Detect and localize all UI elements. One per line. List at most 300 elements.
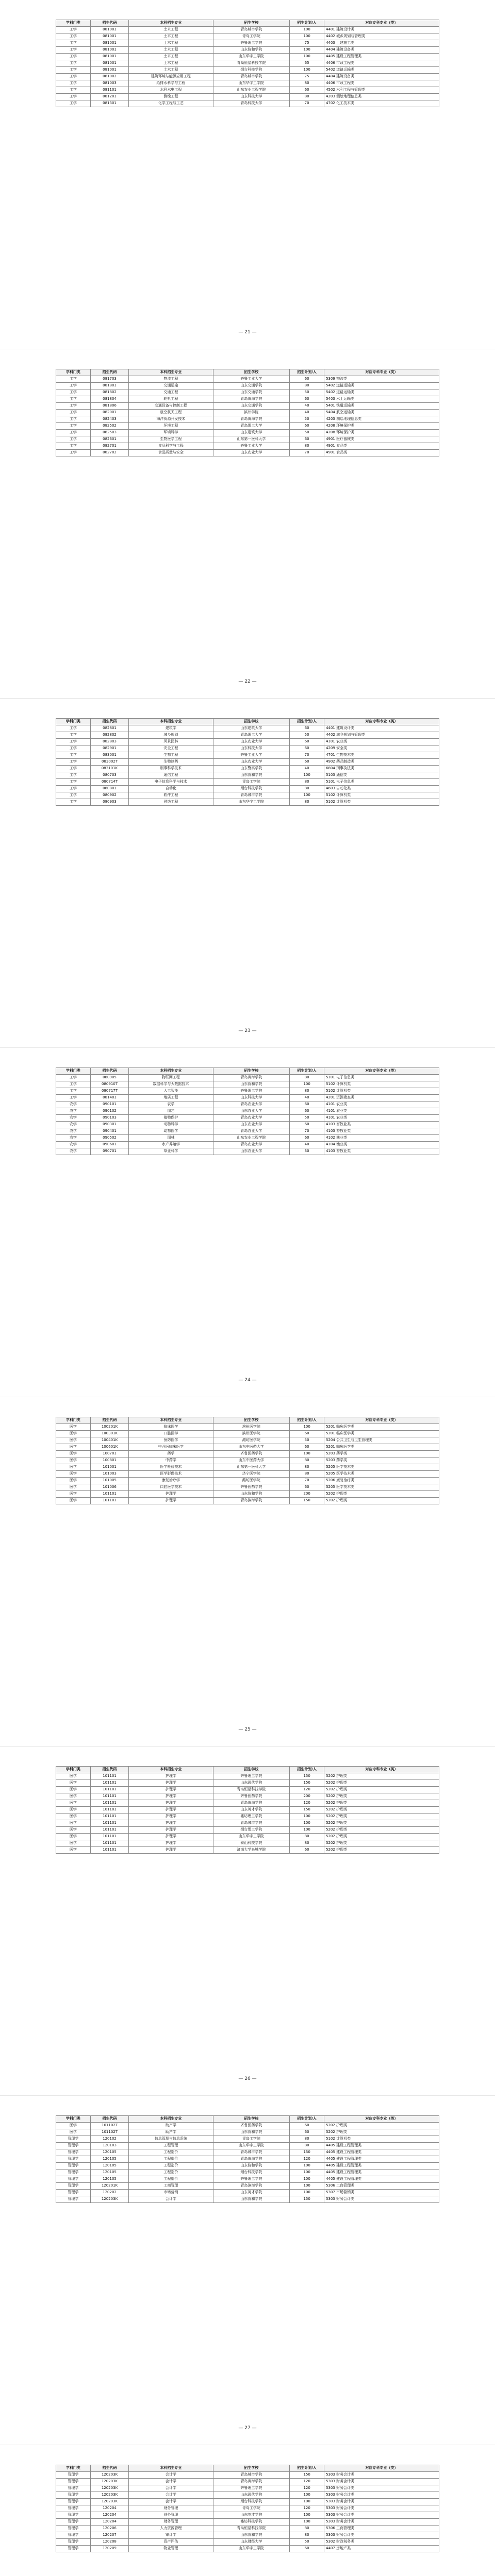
category-cell: 工学 [56,725,91,732]
table-row [56,1135,439,1142]
major-cell: 刑事科学技术 [129,766,213,772]
code-cell: 100301K [90,1431,128,1437]
major-cell: 土木工程 [129,47,213,54]
column-header: 学科门类 [56,1068,91,1075]
code-cell: 083001 [90,752,128,759]
table-row [56,1088,439,1095]
diploma-major-cell: 4406 市政工程类 [324,80,439,87]
quota-cell: 80 [290,779,324,786]
quota-cell: 80 [290,786,324,792]
category-cell: 工学 [56,759,91,766]
quota-cell: 75 [290,40,324,47]
school-cell: 齐鲁医药学院 [213,1793,290,1800]
category-cell: 管理学 [56,2492,91,2499]
diploma-major-cell: 4104 渔业类 [324,1142,439,1148]
code-cell: 101101 [90,1491,128,1498]
school-cell: 青岛工学院 [213,33,290,40]
school-cell: 齐鲁理工学院 [213,1773,290,1780]
diploma-major-cell: 4101 农业类 [324,1115,439,1122]
quota-cell: 100 [290,54,324,60]
major-cell: 地质工程 [129,1095,213,1101]
school-cell: 齐鲁理工学院 [213,2485,290,2492]
category-cell: 工学 [56,33,91,40]
category-cell: 工学 [56,27,91,33]
major-cell: 工程造价 [129,2156,213,2163]
diploma-major-cell: 4502 水利工程与管理类 [324,87,439,94]
category-cell: 工学 [56,1075,91,1081]
table-row [56,1814,439,1820]
code-cell: 081201 [90,94,128,100]
table-header-row [56,2465,439,2472]
table-row [56,2492,439,2499]
table-row [56,1787,439,1793]
column-header: 招生学校 [213,1767,290,1773]
category-cell: 农学 [56,1122,91,1128]
admissions-table [56,1417,439,1504]
category-cell: 工学 [56,436,91,443]
code-cell: 120203K [90,2485,128,2492]
major-cell: 海洋资源开发技术 [129,416,213,423]
category-cell: 工学 [56,786,91,792]
school-cell: 山东农业工程学院 [213,1135,290,1142]
column-header: 招生计划/人 [290,20,324,27]
table-row [56,1847,439,1854]
school-cell: 齐鲁理工学院 [213,1088,290,1095]
quota-cell: 150 [290,2149,324,2156]
table-row [56,2123,439,2129]
category-cell: 管理学 [56,2485,91,2492]
quota-cell: 50 [290,416,324,423]
major-cell: 助产学 [129,2129,213,2136]
category-cell: 医学 [56,1840,91,1847]
diploma-major-cell: 5303 财务会计类 [324,2499,439,2505]
code-cell: 120103 [90,2143,128,2149]
code-cell: 083101K [90,766,128,772]
diploma-major-cell: 5203 药学类 [324,1451,439,1458]
code-cell: 081801 [90,383,128,389]
table-row [56,396,439,403]
code-cell: 120203K [90,2499,128,2505]
school-cell: 山东农业大学 [213,1108,290,1115]
code-cell: 101101 [90,1498,128,1504]
diploma-major-cell: 5201 临床医学类 [324,1444,439,1451]
quota-cell: 100 [290,1827,324,1834]
page-sheet [0,2445,495,2576]
table-header-row [56,719,439,725]
code-cell: 101102T [90,2123,128,2129]
major-cell: 自动化 [129,786,213,792]
school-cell: 青岛城市学院 [213,2472,290,2479]
quota-cell: 40 [290,410,324,416]
school-cell: 青岛工学院 [213,779,290,786]
quota-cell: 100 [290,67,324,74]
table-row [56,732,439,739]
code-cell: 080714T [90,779,128,786]
category-cell: 工学 [56,416,91,423]
category-cell: 管理学 [56,2512,91,2519]
school-cell: 山东中医药大学 [213,1458,290,1464]
diploma-major-cell: 5202 护理类 [324,1800,439,1807]
table-row [56,100,439,107]
major-cell: 工程造价 [129,2149,213,2156]
diploma-major-cell: 5307 市场营销类 [324,2190,439,2196]
diploma-major-cell: 4901 食品类 [324,443,439,450]
quota-cell: 150 [290,2196,324,2203]
code-cell: 082502 [90,423,128,430]
code-cell: 101101 [90,1834,128,1840]
major-cell: 食品科学与工程 [129,443,213,450]
category-cell: 医学 [56,1478,91,1484]
table-row [56,450,439,456]
quota-cell: 60 [290,1847,324,1854]
diploma-major-cell: 4103 畜牧业类 [324,1148,439,1155]
table-row [56,1451,439,1458]
diploma-major-cell: 5303 财务会计类 [324,2479,439,2485]
column-header: 学科门类 [56,1767,91,1773]
diploma-major-cell: 5202 护理类 [324,1834,439,1840]
quota-cell: 80 [290,443,324,450]
table-header-row [56,2116,439,2123]
major-cell: 农学 [129,1101,213,1108]
diploma-major-cell: 4208 环境保护类 [324,430,439,436]
category-cell: 工学 [56,1081,91,1088]
table-row [56,430,439,436]
diploma-major-cell: 5206 康复治疗类 [324,1478,439,1484]
major-cell: 物业管理 [129,2546,213,2552]
school-cell: 青岛黄海学院 [213,2479,290,2485]
category-cell: 医学 [56,1471,91,1478]
table-row [56,47,439,54]
category-cell: 医学 [56,2129,91,2136]
category-cell: 医学 [56,1444,91,1451]
diploma-major-cell: 5303 财务会计类 [324,2492,439,2499]
table-row [56,2156,439,2163]
table-row [56,1148,439,1155]
quota-cell: 200 [290,1793,324,1800]
quota-cell: 40 [290,1142,324,1148]
diploma-major-cell: 5303 财务会计类 [324,2196,439,2203]
code-cell: 082801 [90,725,128,732]
category-cell: 工学 [56,772,91,779]
code-cell: 082701 [90,443,128,450]
school-cell: 山东科技大学 [213,1095,290,1101]
column-header: 学科门类 [56,369,91,376]
table-row [56,1142,439,1148]
quota-cell: 70 [290,450,324,456]
quota-cell: 80 [290,1840,324,1847]
code-cell: 082901 [90,745,128,752]
code-cell: 101101 [90,1787,128,1793]
table-row [56,40,439,47]
table-row [56,423,439,430]
school-cell: 青岛恒星科技学院 [213,60,290,67]
code-cell: 083002T [90,759,128,766]
quota-cell: 100 [290,1451,324,1458]
quota-cell: 50 [290,2539,324,2546]
code-cell: 081301 [90,100,128,107]
major-cell: 给排水科学与工程 [129,80,213,87]
column-header: 招生计划/人 [290,1417,324,1424]
diploma-major-cell: 5303 财务会计类 [324,2532,439,2539]
page-number: — 27 — [238,2426,257,2431]
major-cell: 护理学 [129,1793,213,1800]
quota-cell: 80 [290,1088,324,1095]
major-cell: 生物医学工程 [129,436,213,443]
school-cell: 山东华宇工学院 [213,2546,290,2552]
table-row [56,1827,439,1834]
category-cell: 工学 [56,87,91,94]
code-cell: 081001 [90,40,128,47]
category-cell: 医学 [56,1800,91,1807]
major-cell: 药学 [129,1451,213,1458]
major-cell: 交通设备与控制工程 [129,403,213,410]
code-cell: 120209 [90,2546,128,2552]
code-cell: 081806 [90,403,128,410]
major-cell: 网络工程 [129,799,213,806]
category-cell: 管理学 [56,2196,91,2203]
code-cell: 082802 [90,732,128,739]
school-cell: 青岛城市学院 [213,792,290,799]
quota-cell: 50 [290,389,324,396]
code-cell: 101003 [90,1471,128,1478]
category-cell: 工学 [56,732,91,739]
table-row [56,786,439,792]
code-cell: 101101 [90,1814,128,1820]
column-header: 学科门类 [56,2465,91,2472]
table-row [56,2136,439,2143]
quota-cell: 80 [290,2136,324,2143]
code-cell: 081001 [90,54,128,60]
major-cell: 风景园林 [129,739,213,745]
diploma-major-cell: 5303 财务会计类 [324,2485,439,2492]
code-cell: 080905 [90,1075,128,1081]
table-row [56,2539,439,2546]
major-cell: 人工智能 [129,1088,213,1095]
quota-cell: 40 [290,766,324,772]
diploma-major-cell: 4403 土建施工类 [324,40,439,47]
column-header: 招生计划/人 [290,2465,324,2472]
page-sheet [0,1048,495,1397]
school-cell: 山东华宇工学院 [213,799,290,806]
major-cell: 电子信息科学与技术 [129,779,213,786]
category-cell: 农学 [56,1115,91,1122]
quota-cell: 100 [290,1081,324,1088]
school-cell: 山东科技大学 [213,94,290,100]
major-cell: 会计学 [129,2485,213,2492]
major-cell: 工程造价 [129,2170,213,2176]
code-cell: 082403 [90,416,128,423]
table-row [56,2512,439,2519]
code-cell: 090101 [90,1101,128,1108]
code-cell: 082803 [90,739,128,745]
quota-cell: 75 [290,74,324,80]
category-cell: 工学 [56,376,91,383]
school-cell: 济宁医学院 [213,1471,290,1478]
diploma-major-cell: 4201 资源勘查类 [324,1095,439,1101]
code-cell: 082601 [90,436,128,443]
school-cell: 滨州医学院 [213,1431,290,1437]
diploma-major-cell: 4405 建设工程管理类 [324,2176,439,2183]
table-header-row [56,1417,439,1424]
column-header: 学科门类 [56,719,91,725]
table-row [56,1773,439,1780]
major-cell: 口腔医学技术 [129,1484,213,1491]
category-cell: 管理学 [56,2190,91,2196]
school-cell: 山东协和学院 [213,2129,290,2136]
quota-cell: 50 [290,1115,324,1122]
category-cell: 农学 [56,1101,91,1108]
code-cell: 120105 [90,2176,128,2183]
major-cell: 中西医临床医学 [129,1444,213,1451]
quota-cell: 60 [290,1484,324,1491]
major-cell: 会计学 [129,2472,213,2479]
code-cell: 101101 [90,1773,128,1780]
quota-cell: 60 [290,1135,324,1142]
major-cell: 会计学 [129,2492,213,2499]
table-row [56,2526,439,2532]
table-row [56,1820,439,1827]
table-row [56,752,439,759]
category-cell: 管理学 [56,2505,91,2512]
category-cell: 工学 [56,40,91,47]
column-header: 对应专科专业（类） [324,2116,439,2123]
category-cell: 农学 [56,1148,91,1155]
table-row [56,779,439,786]
diploma-major-cell: 5102 计算机类 [324,2136,439,2143]
category-cell: 工学 [56,1088,91,1095]
school-cell: 青岛科技大学 [213,100,290,107]
quota-cell: 100 [290,1820,324,1827]
category-cell: 医学 [56,1464,91,1471]
code-cell: 101101 [90,1793,128,1800]
quota-cell: 70 [290,1478,324,1484]
code-cell: 081101 [90,87,128,94]
quota-cell: 60 [290,436,324,443]
quota-cell: 80 [290,1458,324,1464]
code-cell: 100201K [90,1424,128,1431]
school-cell: 青岛城市学院 [213,2149,290,2156]
diploma-major-cell: 5102 计算机类 [324,1081,439,1088]
quota-cell: 60 [290,725,324,732]
category-cell: 医学 [56,1491,91,1498]
category-cell: 医学 [56,1793,91,1800]
table-row [56,67,439,74]
school-cell: 齐鲁工业大学 [213,376,290,383]
category-cell: 农学 [56,1128,91,1135]
school-cell: 山东华宇工学院 [213,2143,290,2149]
code-cell: 090601 [90,1142,128,1148]
school-cell: 青岛黄海学院 [213,1075,290,1081]
school-cell: 青岛工学院 [213,2505,290,2512]
diploma-major-cell: 4405 建设工程管理类 [324,2143,439,2149]
code-cell: 081401 [90,1095,128,1101]
page-number: — 22 — [238,679,257,684]
category-cell: 工学 [56,94,91,100]
column-header: 学科门类 [56,1417,91,1424]
column-header: 对应专科专业（类） [324,1417,439,1424]
quota-cell: 80 [290,2532,324,2539]
school-cell: 烟台科技学院 [213,2170,290,2176]
category-cell: 工学 [56,74,91,80]
column-header: 招生代码 [90,1417,128,1424]
quota-cell: 60 [290,1431,324,1437]
column-header: 招生代码 [90,1767,128,1773]
code-cell: 101101 [90,1780,128,1787]
quota-cell: 100 [290,2519,324,2526]
diploma-major-cell: 4702 化工技术类 [324,100,439,107]
table-row [56,2143,439,2149]
category-cell: 医学 [56,1807,91,1814]
column-header: 对应专科专业（类） [324,2465,439,2472]
school-cell: 山东警察学院 [213,766,290,772]
diploma-major-cell: 4406 市政工程类 [324,60,439,67]
diploma-major-cell: 5202 护理类 [324,1793,439,1800]
major-cell: 化学工程与工艺 [129,100,213,107]
major-cell: 建筑环境与能源应用工程 [129,74,213,80]
code-cell: 101101 [90,1807,128,1814]
major-cell: 土木工程 [129,54,213,60]
diploma-major-cell: 5202 护理类 [324,1491,439,1498]
category-cell: 医学 [56,1820,91,1827]
diploma-major-cell: 4404 建筑设备类 [324,47,439,54]
category-cell: 工学 [56,443,91,450]
category-cell: 工学 [56,396,91,403]
major-cell: 护理学 [129,1491,213,1498]
table-row [56,2485,439,2492]
diploma-major-cell: 5404 航空运输类 [324,410,439,416]
code-cell: 100601K [90,1444,128,1451]
table-row [56,1807,439,1814]
quota-cell: 120 [290,2505,324,2512]
diploma-major-cell: 5303 财务会计类 [324,2505,439,2512]
school-cell: 山东科技大学 [213,745,290,752]
school-cell: 烟台科技学院 [213,67,290,74]
category-cell: 管理学 [56,2143,91,2149]
page-number: — 21 — [238,330,257,335]
major-cell: 护理学 [129,1807,213,1814]
category-cell: 管理学 [56,2156,91,2163]
page-number: — 26 — [238,2076,257,2081]
category-cell: 管理学 [56,2499,91,2505]
major-cell: 人力资源管理 [129,2526,213,2532]
school-cell: 山东农业大学 [213,1148,290,1155]
table-row [56,1095,439,1101]
quota-cell: 80 [290,2526,324,2532]
diploma-major-cell: 4203 测绘地理信息类 [324,416,439,423]
code-cell: 120206 [90,2526,128,2532]
school-cell: 山东协和学院 [213,2532,290,2539]
column-header: 本科招生专业 [129,2116,213,2123]
column-header: 招生代码 [90,1068,128,1075]
diploma-major-cell: 5303 财务会计类 [324,2519,439,2526]
table-row [56,2472,439,2479]
column-header: 招生代码 [90,369,128,376]
column-header: 本科招生专业 [129,1068,213,1075]
code-cell: 082503 [90,430,128,436]
school-cell: 山东第一医科大学 [213,1464,290,1471]
code-cell: 080801 [90,786,128,792]
major-cell: 中药学 [129,1458,213,1464]
school-cell: 山东协和学院 [213,2196,290,2203]
diploma-major-cell: 5303 财务会计类 [324,2472,439,2479]
diploma-major-cell: 4405 建设工程管理类 [324,54,439,60]
column-header: 本科招生专业 [129,20,213,27]
table-row [56,1491,439,1498]
diploma-major-cell: 5201 临床医学类 [324,1431,439,1437]
column-header: 对应专科专业（类） [324,1068,439,1075]
table-row [56,80,439,87]
quota-cell: 100 [290,792,324,799]
